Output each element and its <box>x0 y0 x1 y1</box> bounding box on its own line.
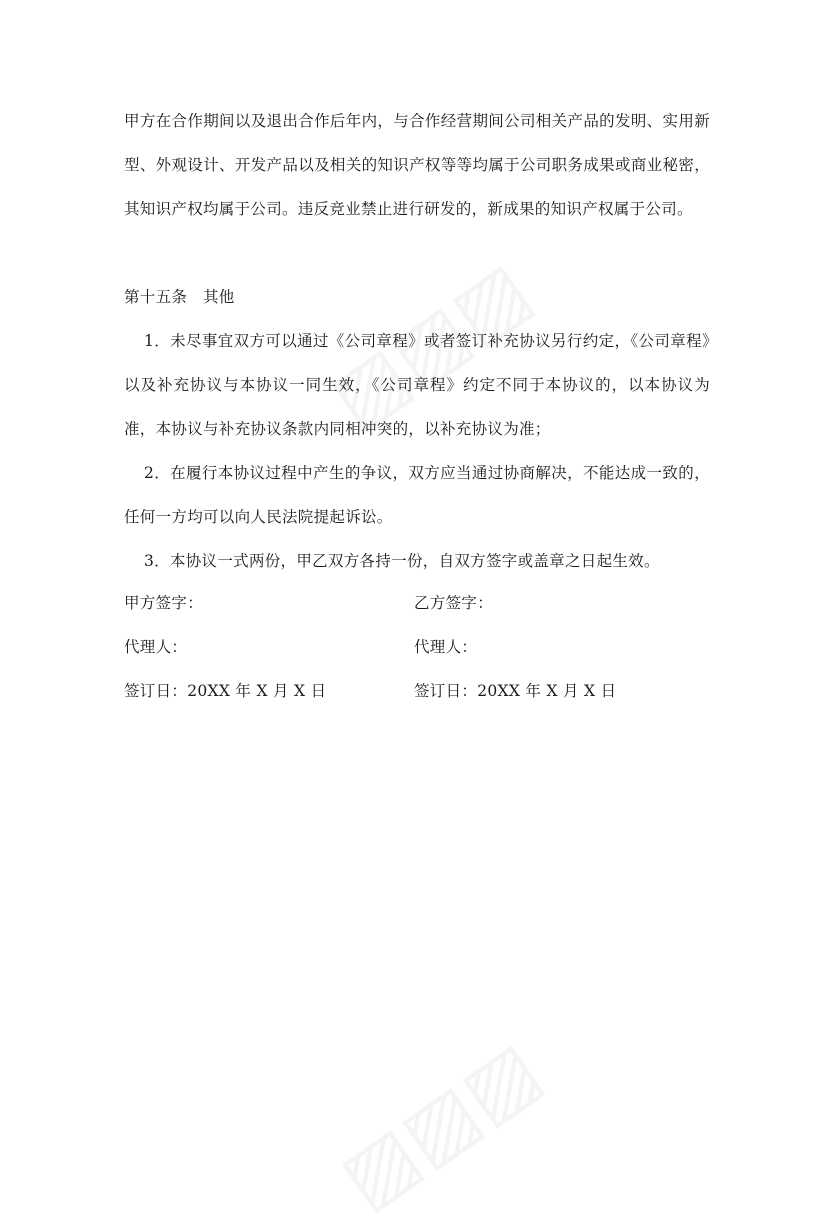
paragraph-ip-clause: 甲方在合作期间以及退出合作后年内，与合作经营期间公司相关产品的发明、实用新型、外观设计、开发产品以及相关的知识产权等等均属于公司职务成果或商业秘密，其知识产权均属于公司。违反竞业禁止进行研发的，新成果的知识产权属于公司。 <box>124 112 710 218</box>
clause-item-1: 1．未尽事宜双方可以通过《公司章程》或者签订补充协议另行约定，《公司章程》以及补充协议与本协议一同生效，《公司章程》约定不同于本协议的，以本协议为准，本协议与补充协议条款内同相冲突的，以补充协议为准； <box>124 332 710 438</box>
article-15-heading: 第十五条 其他 <box>124 288 235 306</box>
party-a-date-label: 签订日：20XX 年 X 月 X 日 <box>124 682 327 700</box>
party-b-sign-label: 乙方签字： <box>414 594 494 612</box>
party-b-agent-label: 代理人： <box>414 638 478 656</box>
party-a-agent-label: 代理人： <box>124 638 188 656</box>
clause-item-2: 2．在履行本协议过程中产生的争议，双方应当通过协商解决，不能达成一致的，任何一方均可以向人民法院提起诉讼。 <box>124 464 710 526</box>
clause-item-3: 3．本协议一式两份，甲乙双方各持一份，自双方签字或盖章之日起生效。 <box>144 552 660 570</box>
watermark-bottom <box>324 1025 557 1225</box>
party-a-sign-label: 甲方签字： <box>124 594 204 612</box>
party-b-date-label: 签订日：20XX 年 X 月 X 日 <box>414 682 617 700</box>
